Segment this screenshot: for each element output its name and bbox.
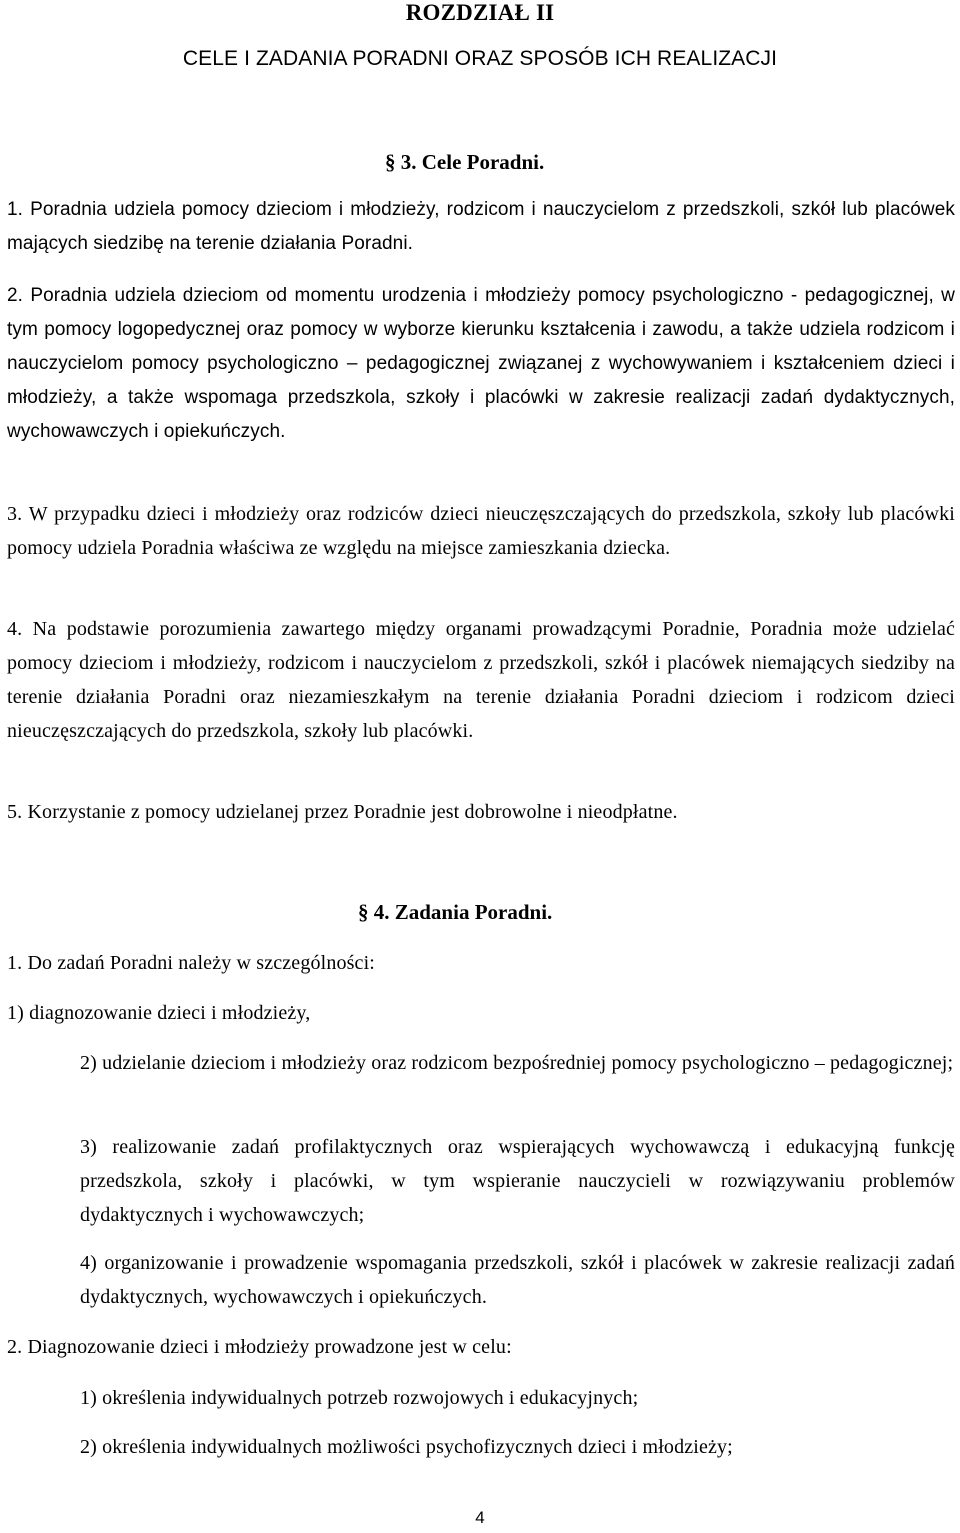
- section-4-point-2-item-1: 1) określenia indywidualnych potrzeb rozwojowych i edukacyjnych;: [80, 1387, 639, 1409]
- section-4-heading: § 4. Zadania Poradni.: [358, 900, 553, 924]
- section-4-point-2-item-2: 2) określenia indywidualnych możliwości psychofizycznych dzieci i młodzieży;: [80, 1436, 733, 1458]
- page-number: 4: [475, 1508, 485, 1527]
- section-3-heading: § 3. Cele Poradni.: [385, 150, 545, 174]
- section-4-point-1-item-3: 3) realizowanie zadań profilaktycznych oraz wspierających wychowawczą i edukacyjną funkcję przedszkola, szkoły i placówki, w tym wspieranie nauczycieli w rozwiązywaniu problemów dydaktycznych i wychowawczych;: [80, 1136, 955, 1226]
- section-3-item-3: 3. W przypadku dzieci i młodzieży oraz rodziców dzieci nieuczęszczających do przedszkola, szkoły lub placówki pomocy udziela Poradnia właściwa ze względu na miejsce zamieszkania dziecka.: [7, 503, 955, 559]
- section-3-item-4: 4. Na podstawie porozumienia zawartego między organami prowadzącymi Poradnie, Poradnia może udzielać pomocy dzieciom i młodzieży, rodzicom i nauczycielom z przedszkoli, szkół i placówek niemających siedziby na terenie działania Poradni oraz niezamieszkałym na terenie działania Poradni dzieciom i rodzicom dzieci nieuczęszczających do przedszkola, szkoły lub placówki.: [7, 618, 955, 742]
- chapter-title: ROZDZIAŁ II: [405, 0, 555, 25]
- section-3-item-2: 2. Poradnia udziela dzieciom od momentu urodzenia i młodzieży pomocy psychologiczno - pedagogicznej, w tym pomocy logopedycznej oraz pomocy w wyborze kierunku kształcenia i zawodu, a także udziela rodzicom i nauczycielom pomocy psychologiczno – pedagogicznej związanej z wychowywaniem i kształceniem dzieci i młodzieży, a także wspomaga przedszkola, szkoły i placówki w zakresie realizacji zadań dydaktycznych, wychowawczych i opiekuńczych.: [7, 285, 955, 442]
- section-4-point-1-item-4: 4) organizowanie i prowadzenie wspomagania przedszkoli, szkół i placówek w zakresie realizacji zadań dydaktycznych, wychowawczych i opiekuńczych.: [80, 1252, 955, 1308]
- section-3-item-1: 1. Poradnia udziela pomocy dzieciom i młodzieży, rodzicom i nauczycielom z przedszkoli, szkół lub placówek mających siedzibę na terenie działania Poradni.: [7, 199, 955, 254]
- section-3-item-5: 5. Korzystanie z pomocy udzielanej przez Poradnie jest dobrowolne i nieodpłatne.: [7, 801, 678, 823]
- section-4-point-2-intro: 2. Diagnozowanie dzieci i młodzieży prowadzone jest w celu:: [7, 1336, 512, 1358]
- section-4-point-1-item-1: 1) diagnozowanie dzieci i młodzieży,: [7, 1002, 311, 1024]
- section-4-point-1-item-2: 2) udzielanie dzieciom i młodzieży oraz rodzicom bezpośredniej pomocy psychologiczno – pedagogicznej;: [80, 1052, 954, 1074]
- section-4-point-1-intro: 1. Do zadań Poradni należy w szczególności:: [7, 952, 375, 974]
- chapter-subtitle: CELE I ZADANIA PORADNI ORAZ SPOSÓB ICH REALIZACJI: [182, 47, 778, 70]
